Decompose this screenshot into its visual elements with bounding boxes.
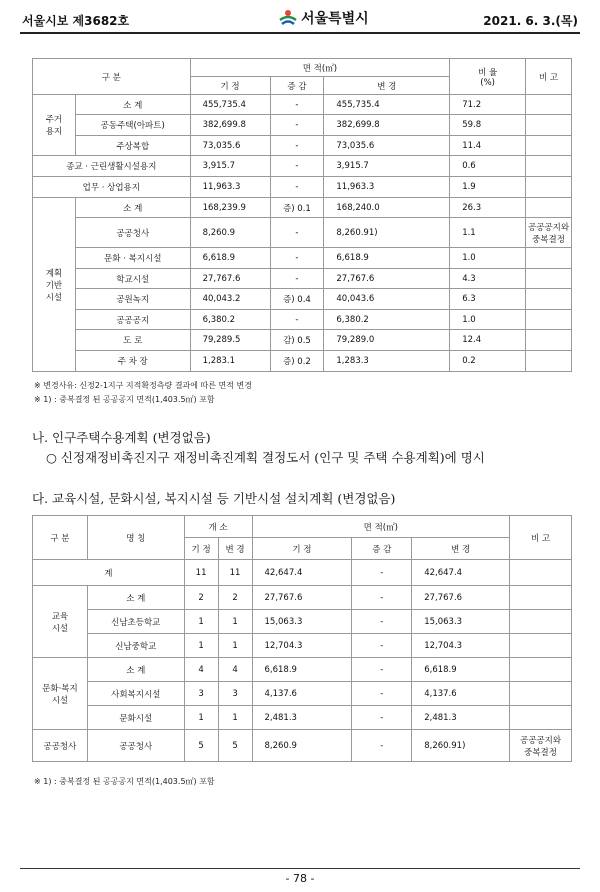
existing-area: 27,767.6 — [190, 269, 270, 289]
change-area: - — [270, 218, 324, 248]
note — [526, 156, 572, 177]
after-area: 1,283.3 — [324, 351, 450, 372]
note — [526, 269, 572, 289]
change-reason-note: ※ 변경사유: 신정2-1지구 지적확정측량 결과에 따른 면적 변경 — [34, 381, 253, 390]
existing-area: 27,767.6 — [252, 586, 352, 610]
change-area: - — [352, 610, 412, 634]
note — [510, 560, 572, 586]
group-housing: 주거 용지 — [33, 95, 76, 156]
header-name: 명 칭 — [87, 516, 184, 560]
existing-area: 42,647.4 — [252, 560, 352, 586]
change-area: 증) 0.1 — [270, 198, 324, 218]
header-count-after: 변 경 — [218, 538, 252, 560]
after-area: 27,767.6 — [324, 269, 450, 289]
row-name: 사회복지시설 — [87, 682, 184, 706]
header-gubun: 구 분 — [33, 516, 88, 560]
ratio: 1.0 — [450, 248, 526, 269]
header-area-change: 증 감 — [352, 538, 412, 560]
table-row — [33, 269, 572, 289]
note — [526, 289, 572, 310]
after-area: 6,380.2 — [324, 310, 450, 330]
row-name: 종교 · 근린생활시설용지 — [33, 156, 191, 177]
after-area: 6,618.9 — [412, 658, 510, 682]
ratio: 11.4 — [450, 136, 526, 156]
count-after: 1 — [218, 706, 252, 730]
change-area: - — [352, 682, 412, 706]
note — [510, 706, 572, 730]
row-name: 도 로 — [75, 330, 190, 351]
row-name: 주 차 장 — [75, 351, 190, 372]
after-area: 42,647.4 — [412, 560, 510, 586]
group-infra: 계획 기반 시설 — [33, 198, 76, 372]
count-after: 5 — [218, 730, 252, 762]
header-count-existing: 기 정 — [184, 538, 218, 560]
header-gubun: 구 분 — [33, 59, 191, 95]
change-area: - — [270, 115, 324, 136]
table-row — [33, 634, 572, 658]
after-area: 11,963.3 — [324, 177, 450, 198]
row-name: 소 계 — [87, 658, 184, 682]
land-use-table — [32, 58, 572, 372]
table-row — [33, 682, 572, 706]
ratio: 1.1 — [450, 218, 526, 248]
ratio: 0.2 — [450, 351, 526, 372]
count-existing: 5 — [184, 730, 218, 762]
change-area: - — [270, 310, 324, 330]
ratio: 6.3 — [450, 289, 526, 310]
header-existing: 기 정 — [190, 77, 270, 95]
section-da-title: 다. 교육시설, 문화시설, 복지시설 등 기반시설 설치계획 (변경없음) — [32, 491, 396, 506]
ratio: 1.9 — [450, 177, 526, 198]
count-existing: 2 — [184, 586, 218, 610]
section-na-title: 나. 인구주택수용계획 (변경없음) — [32, 430, 211, 445]
count-after: 1 — [218, 610, 252, 634]
existing-area: 79,289.5 — [190, 330, 270, 351]
footer-rule — [20, 868, 580, 869]
note — [526, 95, 572, 115]
table-row — [33, 177, 572, 198]
count-existing: 1 — [184, 634, 218, 658]
existing-area: 11,963.3 — [190, 177, 270, 198]
header-change: 증 감 — [270, 77, 324, 95]
ratio: 59.8 — [450, 115, 526, 136]
count-after: 3 — [218, 682, 252, 706]
section-na-item: ○ 신정재정비촉진지구 재정비촉진계획 결정도서 (인구 및 주택 수용계획)에 명시 — [46, 450, 485, 465]
group-public-office: 공공청사 — [33, 730, 88, 762]
change-area: - — [352, 586, 412, 610]
row-name: 공원녹지 — [75, 289, 190, 310]
table-row — [33, 218, 572, 248]
table-row — [33, 610, 572, 634]
seoul-logo-icon — [278, 8, 298, 28]
note — [526, 310, 572, 330]
header-note: 비 고 — [510, 516, 572, 560]
table-row — [33, 658, 572, 682]
change-area: 증) 0.2 — [270, 351, 324, 372]
change-area: - — [352, 730, 412, 762]
after-area: 73,035.6 — [324, 136, 450, 156]
row-name: 소 계 — [87, 586, 184, 610]
page-header — [20, 8, 580, 34]
existing-area: 382,699.8 — [190, 115, 270, 136]
after-area: 3,915.7 — [324, 156, 450, 177]
change-area: - — [270, 95, 324, 115]
row-name: 문화시설 — [87, 706, 184, 730]
count-existing: 4 — [184, 658, 218, 682]
table-row — [33, 706, 572, 730]
count-existing: 11 — [184, 560, 218, 586]
count-existing: 1 — [184, 610, 218, 634]
after-area: 168,240.0 — [324, 198, 450, 218]
existing-area: 73,035.6 — [190, 136, 270, 156]
note — [510, 658, 572, 682]
table-row — [33, 115, 572, 136]
row-name: 공공청사 — [75, 218, 190, 248]
header-area-after: 변 경 — [412, 538, 510, 560]
note — [510, 682, 572, 706]
after-area: 6,618.9 — [324, 248, 450, 269]
table-row — [33, 586, 572, 610]
row-name: 업무 · 상업용지 — [33, 177, 191, 198]
header-note: 비 고 — [526, 59, 572, 95]
count-after: 4 — [218, 658, 252, 682]
change-area: - — [270, 177, 324, 198]
table-row — [33, 156, 572, 177]
after-area: 27,767.6 — [412, 586, 510, 610]
note — [526, 115, 572, 136]
note — [526, 248, 572, 269]
ratio: 12.4 — [450, 330, 526, 351]
existing-area: 1,283.1 — [190, 351, 270, 372]
change-area: 감) 0.5 — [270, 330, 324, 351]
ratio: 71.2 — [450, 95, 526, 115]
existing-area: 8,260.9 — [252, 730, 352, 762]
after-area: 382,699.8 — [324, 115, 450, 136]
infrastructure-table — [32, 515, 572, 762]
group-education: 교육 시설 — [33, 586, 88, 658]
existing-area: 15,063.3 — [252, 610, 352, 634]
header-count: 개 소 — [184, 516, 252, 538]
ratio: 26.3 — [450, 198, 526, 218]
total-label: 계 — [33, 560, 185, 586]
header-area: 면 적(㎡) — [252, 516, 510, 538]
note — [526, 330, 572, 351]
row-name: 공공청사 — [87, 730, 184, 762]
change-area: 증) 0.4 — [270, 289, 324, 310]
after-area: 455,735.4 — [324, 95, 450, 115]
count-existing: 3 — [184, 682, 218, 706]
existing-area: 8,260.9 — [190, 218, 270, 248]
gazette-number: 서울시보 제3682호 — [22, 14, 130, 28]
note — [526, 198, 572, 218]
ratio: 4.3 — [450, 269, 526, 289]
table-row — [33, 136, 572, 156]
row-name: 소 계 — [75, 95, 190, 115]
row-name: 소 계 — [75, 198, 190, 218]
publish-date: 2021. 6. 3.(목) — [483, 14, 578, 28]
existing-area: 6,618.9 — [190, 248, 270, 269]
row-name: 문화 · 복지시설 — [75, 248, 190, 269]
table-row — [33, 198, 572, 218]
table-row — [33, 330, 572, 351]
header-after: 변 경 — [324, 77, 450, 95]
header-area: 면 적(㎡) — [190, 59, 450, 77]
note — [510, 586, 572, 610]
after-area: 40,043.6 — [324, 289, 450, 310]
after-area: 79,289.0 — [324, 330, 450, 351]
note — [526, 136, 572, 156]
table-row — [33, 248, 572, 269]
header-ratio: 비 율 (%) — [450, 59, 526, 95]
note — [510, 610, 572, 634]
overlap-note: ※ 1) : 중복결정 된 공공공지 면적(1,403.5㎡) 포함 — [34, 395, 215, 404]
after-area: 12,704.3 — [412, 634, 510, 658]
change-area: - — [270, 248, 324, 269]
row-name: 주상복합 — [75, 136, 190, 156]
change-area: - — [352, 658, 412, 682]
publisher — [278, 8, 369, 28]
change-area: - — [352, 560, 412, 586]
row-name: 공공공지 — [75, 310, 190, 330]
existing-area: 455,735.4 — [190, 95, 270, 115]
row-name: 신남중학교 — [87, 634, 184, 658]
existing-area: 6,380.2 — [190, 310, 270, 330]
table-row — [33, 351, 572, 372]
change-area: - — [352, 634, 412, 658]
change-area: - — [352, 706, 412, 730]
page-number: - 78 - — [285, 872, 315, 885]
table-row — [33, 289, 572, 310]
note: 공공공지와 중복결정 — [510, 730, 572, 762]
row-name: 신남초등학교 — [87, 610, 184, 634]
after-area: 15,063.3 — [412, 610, 510, 634]
table-row — [33, 730, 572, 762]
existing-area: 168,239.9 — [190, 198, 270, 218]
header-area-existing: 기 정 — [252, 538, 352, 560]
note — [526, 177, 572, 198]
table-row — [33, 95, 572, 115]
count-existing: 1 — [184, 706, 218, 730]
after-area: 2,481.3 — [412, 706, 510, 730]
ratio: 0.6 — [450, 156, 526, 177]
publisher-name: 서울특별시 — [301, 11, 369, 27]
change-area: - — [270, 156, 324, 177]
existing-area: 12,704.3 — [252, 634, 352, 658]
count-after: 11 — [218, 560, 252, 586]
count-after: 2 — [218, 586, 252, 610]
note: 공공공지와 중복결정 — [526, 218, 572, 248]
row-name: 공동주택(아파트) — [75, 115, 190, 136]
table-row — [33, 310, 572, 330]
overlap-note-2: ※ 1) : 중복결정 된 공공공지 면적(1,403.5㎡) 포함 — [34, 777, 215, 786]
note — [510, 634, 572, 658]
change-area: - — [270, 136, 324, 156]
existing-area: 3,915.7 — [190, 156, 270, 177]
count-after: 1 — [218, 634, 252, 658]
after-area: 8,260.91) — [324, 218, 450, 248]
change-area: - — [270, 269, 324, 289]
existing-area: 2,481.3 — [252, 706, 352, 730]
existing-area: 4,137.6 — [252, 682, 352, 706]
after-area: 8,260.91) — [412, 730, 510, 762]
existing-area: 6,618.9 — [252, 658, 352, 682]
after-area: 4,137.6 — [412, 682, 510, 706]
total-row — [33, 560, 572, 586]
group-culture-welfare: 문화·복지 시설 — [33, 658, 88, 730]
ratio: 1.0 — [450, 310, 526, 330]
note — [526, 351, 572, 372]
row-name: 학교시설 — [75, 269, 190, 289]
existing-area: 40,043.2 — [190, 289, 270, 310]
